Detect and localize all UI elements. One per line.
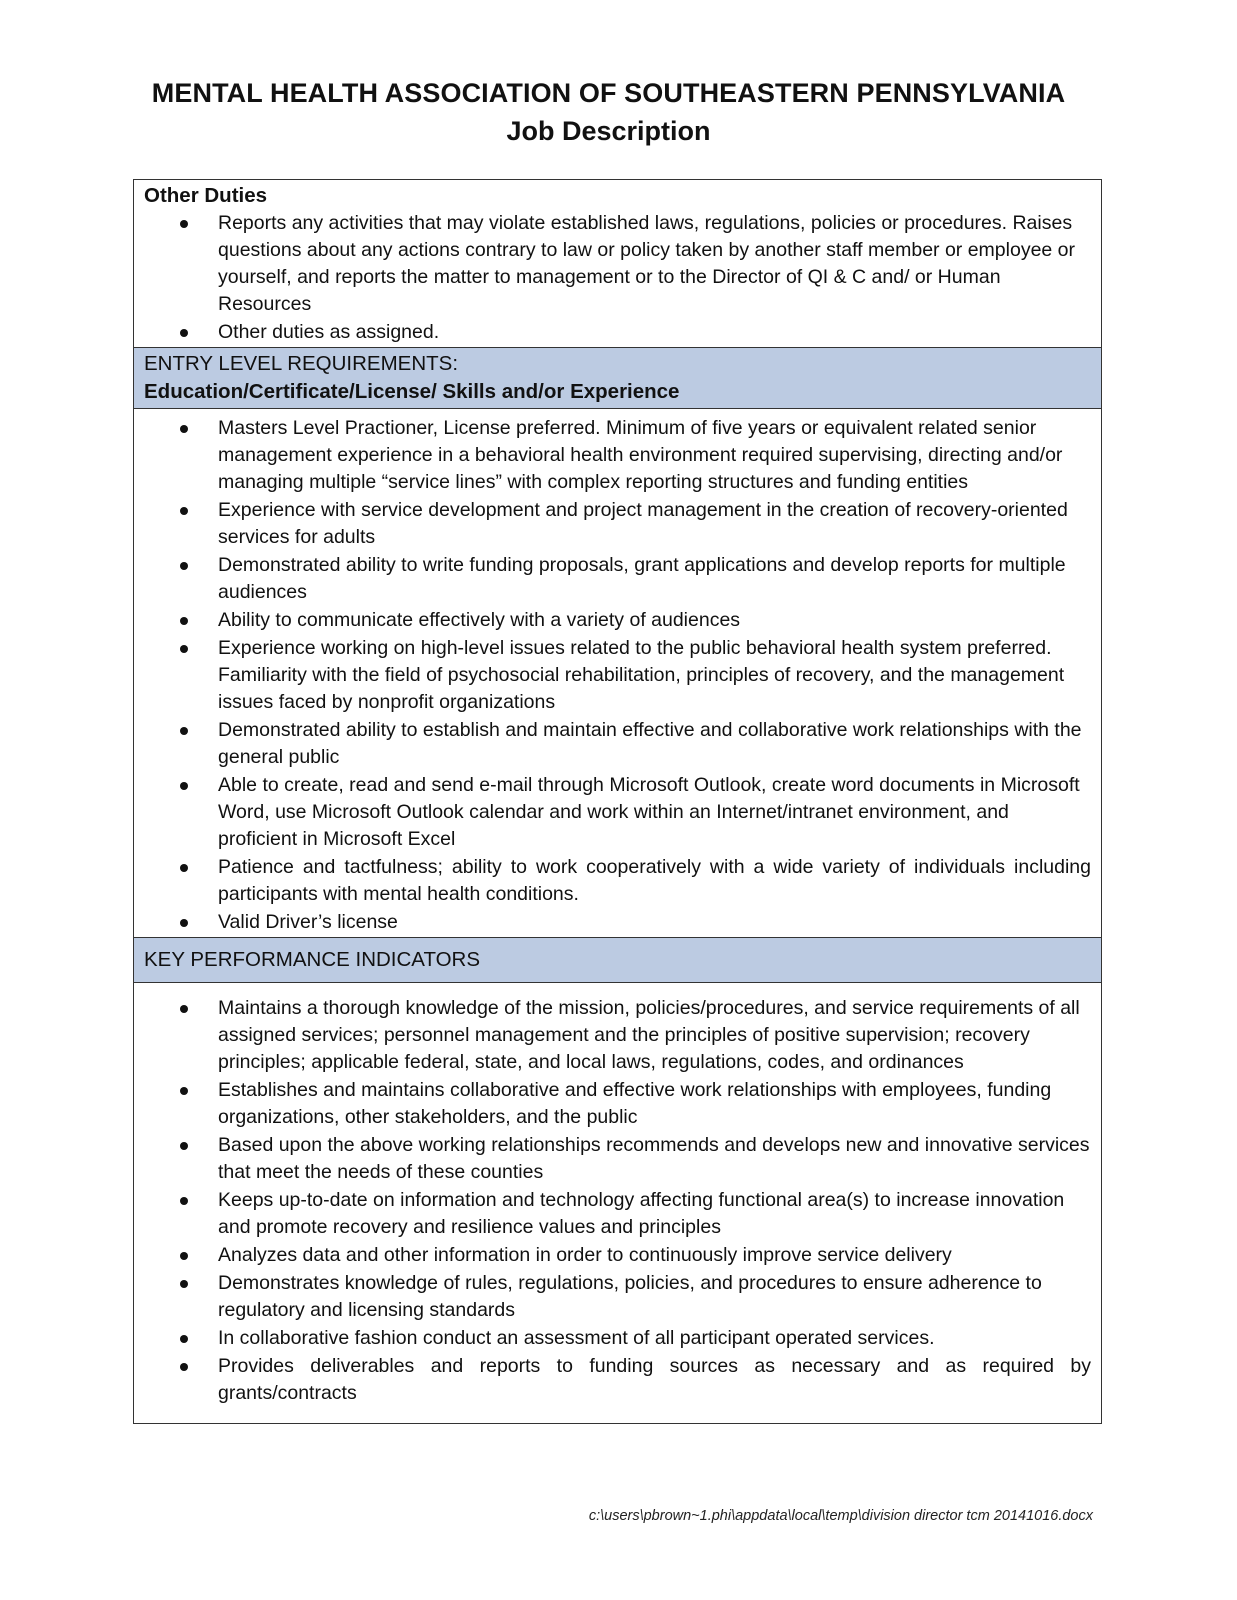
list-item: Establishes and maintains collaborative and effective work relationships with employees, funding organizations, other stakeholders, and the public (134, 1077, 1101, 1131)
org-name: MENTAL HEALTH ASSOCIATION OF SOUTHEASTERN PENNSYLVANIA (151, 78, 1066, 108)
entry-requirements-header (134, 347, 1101, 409)
kpi-title: KEY PERFORMANCE INDICATORS (144, 948, 481, 971)
list-item: Valid Driver’s license (134, 909, 1101, 936)
doc-type: Job Description (506, 116, 711, 146)
other-duties-title: Other Duties (144, 184, 268, 207)
list-item: Other duties as assigned. (134, 319, 1101, 346)
bullet-icon (180, 1335, 188, 1343)
job-description-table (133, 179, 1102, 1424)
bullet-icon (180, 1005, 188, 1013)
list-item: Ability to communicate effectively with a variety of audiences (134, 607, 1101, 634)
list-item: Reports any activities that may violate established laws, regulations, policies or procedures. Raises questions about any actions contrary to law or policy taken by another staff member or employee or yourself, and reports the matter to management or to the Director of QI & C and/ or Human Resources (134, 210, 1101, 318)
list-item: Analyzes data and other information in order to continuously improve service delivery (134, 1242, 1101, 1269)
bullet-icon (180, 425, 188, 433)
bullet-icon (180, 1280, 188, 1288)
list-item: Demonstrates knowledge of rules, regulations, policies, and procedures to ensure adherence to regulatory and licensing standards (134, 1270, 1101, 1324)
bullet-icon (180, 919, 188, 927)
list-item: Maintains a thorough knowledge of the mission, policies/procedures, and service requirements of all assigned services; personnel management and the principles of positive supervision; recovery principles; applicable federal, state, and local laws, regulations, codes, and ordinances (134, 995, 1101, 1076)
list-item: Able to create, read and send e-mail through Microsoft Outlook, create word documents in Microsoft Word, use Microsoft Outlook calendar and work within an Internet/intranet environment, and proficient in Microsoft Excel (134, 772, 1101, 853)
list-item: In collaborative fashion conduct an assessment of all participant operated services. (134, 1325, 1101, 1352)
bullet-icon (180, 507, 188, 515)
list-item: Keeps up-to-date on information and technology affecting functional area(s) to increase innovation and promote recovery and resilience values and principles (134, 1187, 1101, 1241)
list-item: Provides deliverables and reports to funding sources as necessary and as required by grants/contracts (134, 1353, 1101, 1407)
bullet-icon (180, 782, 188, 790)
bullet-icon (180, 645, 188, 653)
bullet-icon (180, 1252, 188, 1260)
other-duties-list (134, 210, 1101, 346)
list-item: Patience and tactfulness; ability to work cooperatively with a wide variety of individuals including participants with mental health conditions. (134, 854, 1101, 908)
bullet-icon (180, 1087, 188, 1095)
list-item: Experience working on high-level issues related to the public behavioral health system preferred. Familiarity with the field of psychosocial rehabilitation, principles of recovery, and the management issues faced by nonprofit organizations (134, 635, 1101, 716)
document-header (0, 74, 1237, 150)
bullet-icon (180, 329, 188, 337)
kpi-list (134, 983, 1101, 1407)
bullet-icon (180, 864, 188, 872)
bullet-icon (180, 1197, 188, 1205)
list-item: Demonstrated ability to write funding proposals, grant applications and develop reports for multiple audiences (134, 552, 1101, 606)
bullet-icon (180, 562, 188, 570)
list-item: Masters Level Practioner, License preferred. Minimum of five years or equivalent related senior management experience in a behavioral health environment required supervising, directing and/or managing multiple “service lines” with complex reporting structures and funding entities (134, 415, 1101, 496)
list-item: Experience with service development and project management in the creation of recovery-oriented services for adults (134, 497, 1101, 551)
bullet-icon (180, 1363, 188, 1371)
entry-requirements-title: ENTRY LEVEL REQUIREMENTS: (144, 352, 459, 375)
bullet-icon (180, 727, 188, 735)
bullet-icon (180, 1142, 188, 1150)
kpi-header (134, 937, 1101, 983)
list-item: Demonstrated ability to establish and maintain effective and collaborative work relationships with the general public (134, 717, 1101, 771)
entry-requirements-subtitle: Education/Certificate/License/ Skills and/or Experience (144, 380, 680, 403)
bullet-icon (180, 220, 188, 228)
entry-requirements-list (134, 409, 1101, 936)
bullet-icon (180, 617, 188, 625)
file-path-footer: c:\users\pbrown~1.phi\appdata\local\temp\division director tcm 20141016.docx (588, 1508, 1093, 1524)
list-item: Based upon the above working relationships recommends and develops new and innovative services that meet the needs of these counties (134, 1132, 1101, 1186)
